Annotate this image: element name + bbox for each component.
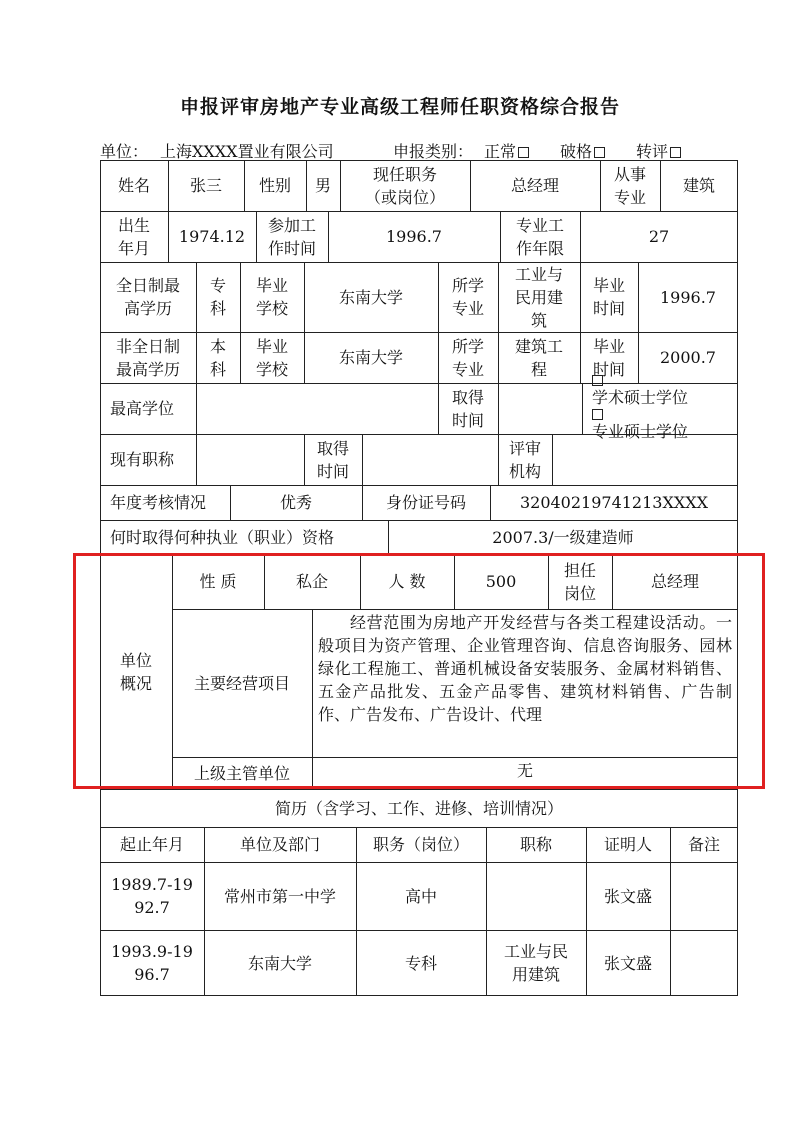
post-label-line1: 现任职务 bbox=[372, 164, 437, 184]
obtain-label-line2: 时间 bbox=[451, 410, 484, 430]
parttime-edu-level-line1: 本 bbox=[209, 336, 226, 356]
role-value: 总经理 bbox=[650, 572, 699, 591]
major-label-line1: 所学 bbox=[451, 336, 484, 356]
table-row-position: 专科 bbox=[404, 953, 437, 973]
parttime-edu-label-line1: 非全日制 bbox=[115, 336, 180, 356]
role-label-line2: 岗位 bbox=[563, 583, 596, 603]
years-label-line1: 专业工 bbox=[515, 215, 564, 235]
table-row-position: 高中 bbox=[404, 886, 437, 906]
birth-label bbox=[100, 211, 168, 262]
name-label: 姓名 bbox=[117, 176, 150, 195]
company-section-label-line2: 概况 bbox=[119, 673, 152, 693]
highlight-box bbox=[73, 553, 765, 789]
title-line1: 工业与民 bbox=[503, 942, 568, 961]
parttime-major-label bbox=[438, 332, 498, 383]
school-label-line1: 毕业 bbox=[255, 276, 288, 295]
role-label-line1: 担任 bbox=[563, 560, 596, 580]
unit-label: 单位： bbox=[100, 142, 149, 161]
annual-label: 年度考核情况 bbox=[110, 493, 207, 512]
birth-label-line1: 出生 bbox=[117, 215, 150, 235]
period-line2: 96.7 bbox=[134, 965, 170, 984]
parttime-school-value: 东南大学 bbox=[338, 348, 403, 367]
id-label: 身份证号码 bbox=[385, 493, 466, 512]
years-label-line2: 作年限 bbox=[515, 238, 564, 258]
degree-option-professional-label: 专业硕士学位 bbox=[592, 421, 689, 441]
checkbox-icon[interactable] bbox=[670, 147, 681, 158]
annual-value: 优秀 bbox=[279, 493, 312, 512]
work-start-value: 1996.7 bbox=[386, 227, 442, 246]
fulltime-school-label bbox=[240, 262, 304, 332]
fulltime-major-line2: 民用建 bbox=[514, 287, 563, 307]
parttime-edu-label-line2: 最高学历 bbox=[115, 359, 180, 379]
parttime-major-value bbox=[498, 332, 580, 383]
obtain-label-line2: 时间 bbox=[316, 461, 349, 481]
license-label: 何时取得何种执业（职业）资格 bbox=[110, 527, 335, 547]
fulltime-edu-label bbox=[100, 262, 196, 332]
title-org-label bbox=[498, 434, 552, 485]
period-line1: 1993.9-19 bbox=[111, 942, 193, 961]
fulltime-major-label bbox=[438, 262, 498, 332]
table-row-title bbox=[486, 862, 586, 930]
degree-label: 最高学位 bbox=[110, 399, 175, 418]
degree-option-academic[interactable] bbox=[592, 375, 688, 409]
parttime-grad-value: 2000.7 bbox=[660, 348, 716, 367]
fulltime-school-value: 东南大学 bbox=[338, 287, 403, 307]
gender-label: 性别 bbox=[258, 176, 291, 195]
major-label-line2: 专业 bbox=[451, 359, 484, 379]
work-start-label bbox=[256, 211, 328, 262]
table-row-witness: 张文盛 bbox=[603, 886, 652, 906]
option-exception-label: 破格 bbox=[560, 142, 593, 161]
post-label bbox=[340, 160, 470, 211]
supervisor-label: 上级主管单位 bbox=[193, 763, 290, 783]
years-value: 27 bbox=[648, 227, 670, 246]
checkbox-icon[interactable] bbox=[518, 147, 529, 158]
obtain-label-line1: 取得 bbox=[316, 438, 349, 458]
resume-col-position: 职务（岗位） bbox=[372, 835, 469, 854]
fulltime-edu-label-line2: 高学历 bbox=[123, 299, 172, 318]
table-row-note bbox=[670, 862, 738, 930]
resume-col-witness: 证明人 bbox=[603, 835, 652, 854]
parttime-edu-level bbox=[196, 332, 240, 383]
supervisor-value: 无 bbox=[516, 761, 533, 780]
option-transfer[interactable] bbox=[636, 139, 681, 162]
fulltime-edu-level-line2: 科 bbox=[209, 299, 226, 318]
option-normal-label: 正常 bbox=[484, 142, 517, 161]
table-row-period bbox=[100, 862, 204, 930]
major-label-line2: 专业 bbox=[451, 299, 484, 318]
grad-label-line1: 毕业 bbox=[592, 276, 625, 295]
resume-col-note: 备注 bbox=[687, 835, 720, 854]
gender-value: 男 bbox=[314, 176, 331, 195]
school-label-line1: 毕业 bbox=[255, 336, 288, 356]
resume-col-unit: 单位及部门 bbox=[239, 835, 320, 854]
fulltime-edu-label-line1: 全日制最 bbox=[115, 276, 180, 295]
school-label-line2: 学校 bbox=[255, 359, 288, 379]
post-label-line2: （或岗位） bbox=[364, 187, 445, 207]
resume-col-title: 职称 bbox=[519, 835, 552, 854]
degree-obtain-label bbox=[438, 383, 498, 434]
company-section-label-line1: 单位 bbox=[119, 650, 152, 670]
major-label-line1: 从事 bbox=[613, 164, 646, 184]
fulltime-edu-level-line1: 专 bbox=[209, 276, 226, 295]
grad-label-line1: 毕业 bbox=[592, 336, 625, 356]
resume-title: 简历（含学习、工作、进修、培训情况） bbox=[274, 798, 563, 818]
category-label: 申报类别： bbox=[393, 142, 474, 161]
fulltime-grad-label bbox=[580, 262, 638, 332]
grad-label-line2: 时间 bbox=[592, 359, 625, 379]
nature-label: 性 质 bbox=[199, 572, 237, 591]
title-obtain-label bbox=[304, 434, 362, 485]
fulltime-major-value bbox=[498, 262, 580, 332]
degree-option-academic-label: 学术硕士学位 bbox=[592, 387, 689, 407]
table-row-unit: 东南大学 bbox=[247, 953, 312, 973]
table-row-unit: 常州市第一中学 bbox=[223, 886, 336, 906]
business-text: 经营范围为房地产开发经营与各类工程建设活动。一般项目为资产管理、企业管理咨询、信息咨询服务、园林绿化工程施工、普通机械设备安装服务、金属材料销售、五金产品批发、五金产品零售、建筑材料销售、广告制作、广告发布、广告设计、代理 bbox=[318, 613, 732, 724]
business-label: 主要经营项目 bbox=[193, 673, 290, 693]
school-label-line2: 学校 bbox=[255, 299, 288, 318]
name-value: 张三 bbox=[189, 176, 222, 195]
report-title: 申报评审房地产专业高级工程师任职资格综合报告 bbox=[179, 96, 620, 118]
parttime-school-label bbox=[240, 332, 304, 383]
nature-value: 私企 bbox=[295, 572, 328, 591]
major-value: 建筑 bbox=[682, 176, 715, 195]
period-line2: 92.7 bbox=[134, 898, 170, 917]
major-label-line2: 专业 bbox=[613, 187, 646, 207]
license-value: 2007.3/一级建造师 bbox=[492, 527, 634, 547]
org-label-line1: 评审 bbox=[508, 438, 541, 458]
obtain-label-line1: 取得 bbox=[451, 387, 484, 407]
grad-label-line2: 时间 bbox=[592, 299, 625, 318]
checkbox-icon[interactable] bbox=[594, 147, 605, 158]
unit-value: 上海XXXX置业有限公司 bbox=[160, 142, 334, 161]
fulltime-edu-level bbox=[196, 262, 240, 332]
fulltime-grad-value: 1996.7 bbox=[660, 287, 716, 307]
parttime-edu-label bbox=[100, 332, 196, 383]
parttime-edu-level-line2: 科 bbox=[209, 359, 226, 379]
fulltime-major-line1: 工业与 bbox=[514, 264, 563, 284]
post-value: 总经理 bbox=[510, 176, 559, 195]
table-row-period bbox=[100, 930, 204, 996]
option-exception[interactable] bbox=[560, 139, 605, 162]
years-label bbox=[500, 211, 580, 262]
title-line2: 用建筑 bbox=[511, 965, 560, 984]
org-label-line2: 机构 bbox=[508, 461, 541, 481]
parttime-major-line1: 建筑工 bbox=[514, 336, 563, 356]
checkbox-icon[interactable] bbox=[592, 375, 603, 386]
id-value: 32040219741213XXXX bbox=[519, 493, 709, 512]
title-label: 现有职称 bbox=[110, 450, 175, 469]
work-start-label-line1: 参加工 bbox=[267, 215, 316, 235]
staff-label: 人 数 bbox=[388, 572, 426, 591]
parttime-major-line2: 程 bbox=[530, 359, 547, 379]
resume-col-period: 起止年月 bbox=[119, 835, 184, 854]
birth-label-line2: 年月 bbox=[117, 238, 150, 258]
option-transfer-label: 转评 bbox=[636, 142, 669, 161]
table-row-title bbox=[486, 930, 586, 996]
option-normal[interactable] bbox=[484, 139, 529, 162]
degree-option-professional[interactable] bbox=[592, 409, 688, 443]
staff-value: 500 bbox=[485, 572, 517, 591]
degree-options bbox=[582, 383, 738, 441]
major-label bbox=[600, 160, 660, 211]
birth-value: 1974.12 bbox=[178, 227, 246, 246]
table-row-note bbox=[670, 930, 738, 996]
period-line1: 1989.7-19 bbox=[111, 875, 193, 894]
table-row-witness: 张文盛 bbox=[603, 953, 652, 973]
major-label-line1: 所学 bbox=[451, 276, 484, 295]
checkbox-icon[interactable] bbox=[592, 409, 603, 420]
fulltime-major-line3: 筑 bbox=[530, 310, 547, 330]
work-start-label-line2: 作时间 bbox=[267, 238, 316, 258]
